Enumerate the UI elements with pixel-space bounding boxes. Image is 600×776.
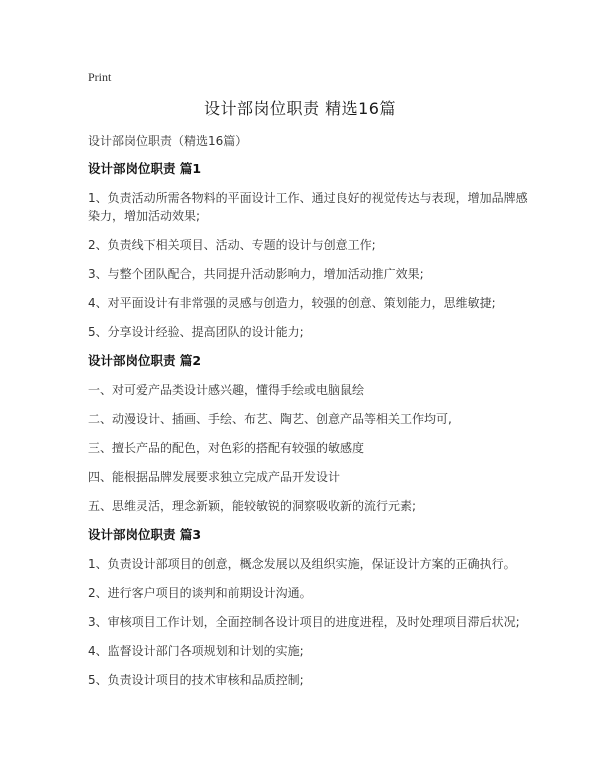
- list-item: 四、能根据品牌发展要求独立完成产品开发设计: [88, 470, 341, 484]
- list-item: 二、动漫设计、插画、手绘、布艺、陶艺、创意产品等相关工作均可,: [88, 412, 452, 426]
- list-item: 一、对可爱产品类设计感兴趣，懂得手绘或电脑鼠绘: [88, 383, 365, 397]
- list-item: 2、负责线下相关项目、活动、专题的设计与创意工作;: [88, 238, 376, 252]
- section-heading: 设计部岗位职责 篇1: [88, 161, 202, 176]
- list-item: 3、审核项目工作计划，全面控制各设计项目的进度进程，及时处理项目滞后状况;: [88, 615, 520, 629]
- list-item: 5、分享设计经验、提高团队的设计能力;: [88, 325, 304, 339]
- print-label: Print: [88, 70, 112, 84]
- section-1: [88, 160, 528, 341]
- list-item: 五、思维灵活，理念新颖，能较敏锐的洞察吸收新的流行元素;: [88, 499, 417, 513]
- list-item: 1、负责设计部项目的创意，概念发展以及组织实施，保证设计方案的正确执行。: [88, 557, 516, 571]
- document-subtitle: 设计部岗位职责（精选16篇）: [88, 134, 248, 148]
- section-heading: 设计部岗位职责 篇3: [88, 527, 202, 542]
- section-3: [88, 526, 528, 689]
- section-heading: 设计部岗位职责 篇2: [88, 353, 202, 368]
- document-body: [88, 160, 528, 700]
- list-item: 4、对平面设计有非常强的灵感与创造力，较强的创意、策划能力，思维敏捷;: [88, 296, 496, 310]
- list-item: 2、进行客户项目的谈判和前期设计沟通。: [88, 586, 312, 600]
- list-item: 3、与整个团队配合，共同提升活动影响力，增加活动推广效果;: [88, 267, 424, 281]
- list-item: 三、擅长产品的配色，对色彩的搭配有较强的敏感度: [88, 441, 365, 455]
- section-2: [88, 352, 528, 515]
- list-item: 1、负责活动所需各物料的平面设计工作、通过良好的视觉传达与表现，增加品牌感染力，增加活动效果;: [88, 191, 528, 223]
- page-title: 设计部岗位职责 精选16篇: [204, 99, 396, 118]
- list-item: 4、监督设计部门各项规划和计划的实施;: [88, 644, 304, 658]
- list-item: 5、负责设计项目的技术审核和品质控制;: [88, 673, 304, 687]
